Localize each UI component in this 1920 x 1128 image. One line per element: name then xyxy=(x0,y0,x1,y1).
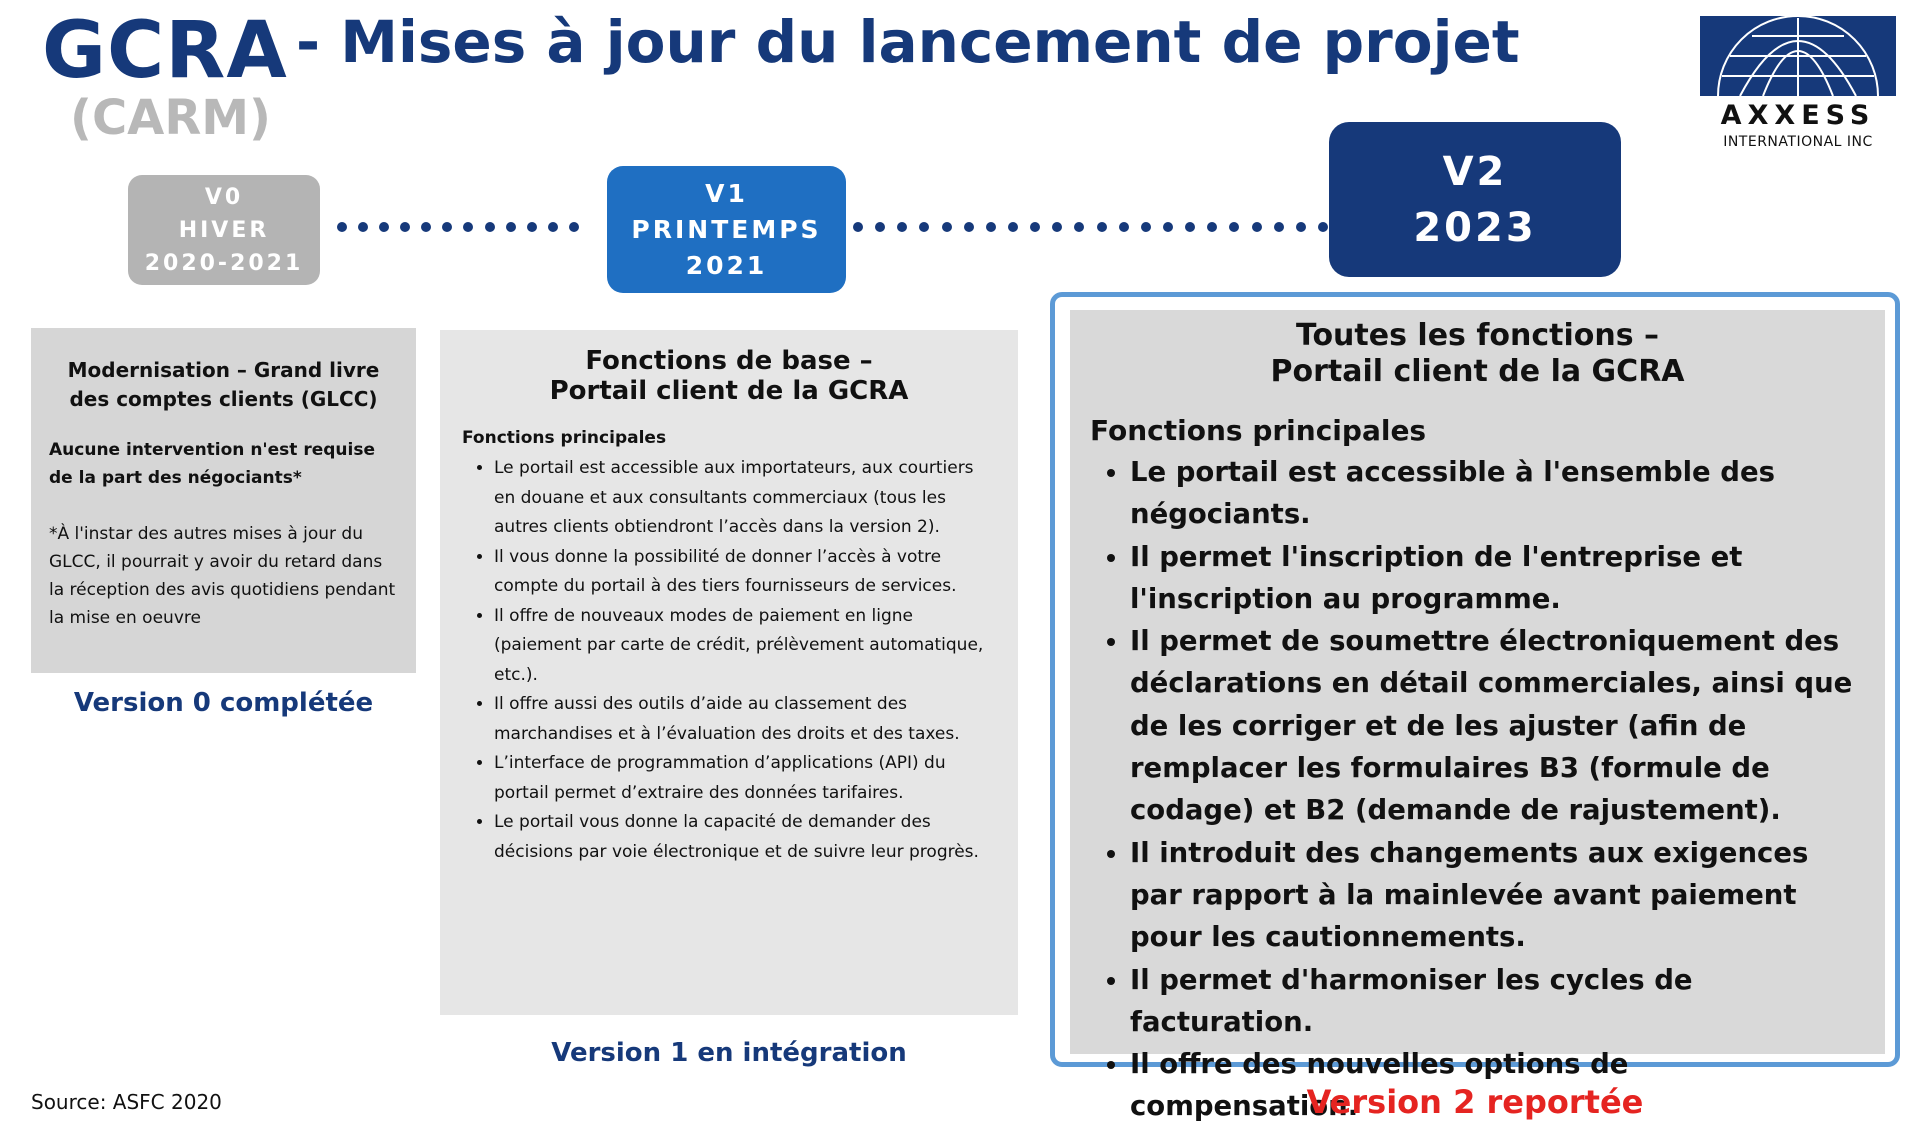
v0-period: 2020-2021 xyxy=(144,250,304,276)
panel-title-line: Portail client de la GCRA xyxy=(1270,354,1685,389)
version-2-status: Version 2 reportée xyxy=(1306,1083,1644,1121)
version-0-panel xyxy=(31,328,416,673)
version-0-status: Version 0 complétée xyxy=(73,688,374,718)
version-2-badge xyxy=(1329,122,1621,277)
source-note: Source: ASFC 2020 xyxy=(31,1090,222,1114)
list-item: • Il permet l'inscription de l'entreprise et l'inscription au programme. xyxy=(1130,536,1865,621)
panel-subhead: Fonctions principales xyxy=(1090,414,1427,447)
version-1-panel xyxy=(440,330,1018,1015)
list-item: • Il offre de nouveaux modes de paiement en ligne (paiement par carte de crédit, prélèvement automatique, etc.). xyxy=(494,602,996,691)
v1-season: PRINTEMPS xyxy=(631,214,822,244)
version-1-status: Version 1 en intégration xyxy=(551,1038,907,1068)
logo-name: AXXESS xyxy=(1720,100,1876,131)
panel-title xyxy=(1090,318,1865,390)
v2-label: V2 xyxy=(1442,148,1508,195)
feature-list xyxy=(462,454,996,867)
feature-list xyxy=(1090,451,1865,1128)
timeline-connector xyxy=(337,222,579,234)
globe-icon xyxy=(1700,16,1896,96)
panel-title xyxy=(462,346,996,406)
panel-title-line: Toutes les fonctions – xyxy=(1295,318,1660,353)
list-item: • Il offre des nouvelles options de compensation. xyxy=(1130,1043,1865,1128)
list-item: • L’interface de programmation d’applications (API) du portail permet d’extraire des données tarifaires. xyxy=(494,749,996,808)
logo-subtitle: INTERNATIONAL INC xyxy=(1723,134,1873,150)
axxess-logo xyxy=(1698,16,1898,156)
version-0-badge xyxy=(128,175,320,285)
panel-title-line: Portail client de la GCRA xyxy=(549,376,909,406)
v1-period: 2021 xyxy=(685,250,768,280)
list-item: • Il introduit des changements aux exigences par rapport à la mainlevée avant paiement pour les cautionnements. xyxy=(1130,832,1865,959)
v0-label: V0 xyxy=(204,184,244,210)
list-item: • Il offre aussi des outils d’aide au classement des marchandises et à l’évaluation des droits et des taxes. xyxy=(494,690,996,749)
panel-title: Modernisation – Grand livre des comptes clients (GLCC) xyxy=(67,358,380,411)
v0-season: HIVER xyxy=(178,217,270,243)
panel-note: Aucune intervention n'est requise de la part des négociants* xyxy=(49,440,375,488)
v1-label: V1 xyxy=(705,178,748,208)
list-item: • Le portail est accessible aux importateurs, aux courtiers en douane et aux consultants commerciaux (tous les autres clients obtiendront l’accès dans la version 2). xyxy=(494,454,996,543)
title-gcra: GCRA xyxy=(42,6,288,96)
panel-subhead: Fonctions principales xyxy=(462,428,667,448)
page-subtitle: (CARM) xyxy=(70,90,271,146)
list-item: • Il vous donne la possibilité de donner l’accès à votre compte du portail à des tiers fournisseurs de services. xyxy=(494,543,996,602)
v2-period: 2023 xyxy=(1413,204,1537,251)
list-item: • Il permet d'harmoniser les cycles de facturation. xyxy=(1130,959,1865,1044)
panel-footnote: *À l'instar des autres mises à jour du GLCC, il pourrait y avoir du retard dans la réception des avis quotidiens pendant la mise en oeuvre xyxy=(49,524,396,628)
timeline-connector xyxy=(853,222,1328,234)
list-item: • Le portail vous donne la capacité de demander des décisions par voie électronique et de suivre leur progrès. xyxy=(494,808,996,867)
panel-title-line: Fonctions de base – xyxy=(585,346,873,376)
list-item: • Le portail est accessible à l'ensemble des négociants. xyxy=(1130,451,1865,536)
list-item: • Il permet de soumettre électroniquement des déclarations en détail commerciales, ainsi que de les corriger et de les ajuster (afin de remplacer les formulaires B3 (formule de codage) et B2 (demande de rajustement). xyxy=(1130,620,1865,831)
version-1-badge xyxy=(607,166,846,293)
page-title: - Mises à jour du lancement de projet xyxy=(296,8,1520,76)
